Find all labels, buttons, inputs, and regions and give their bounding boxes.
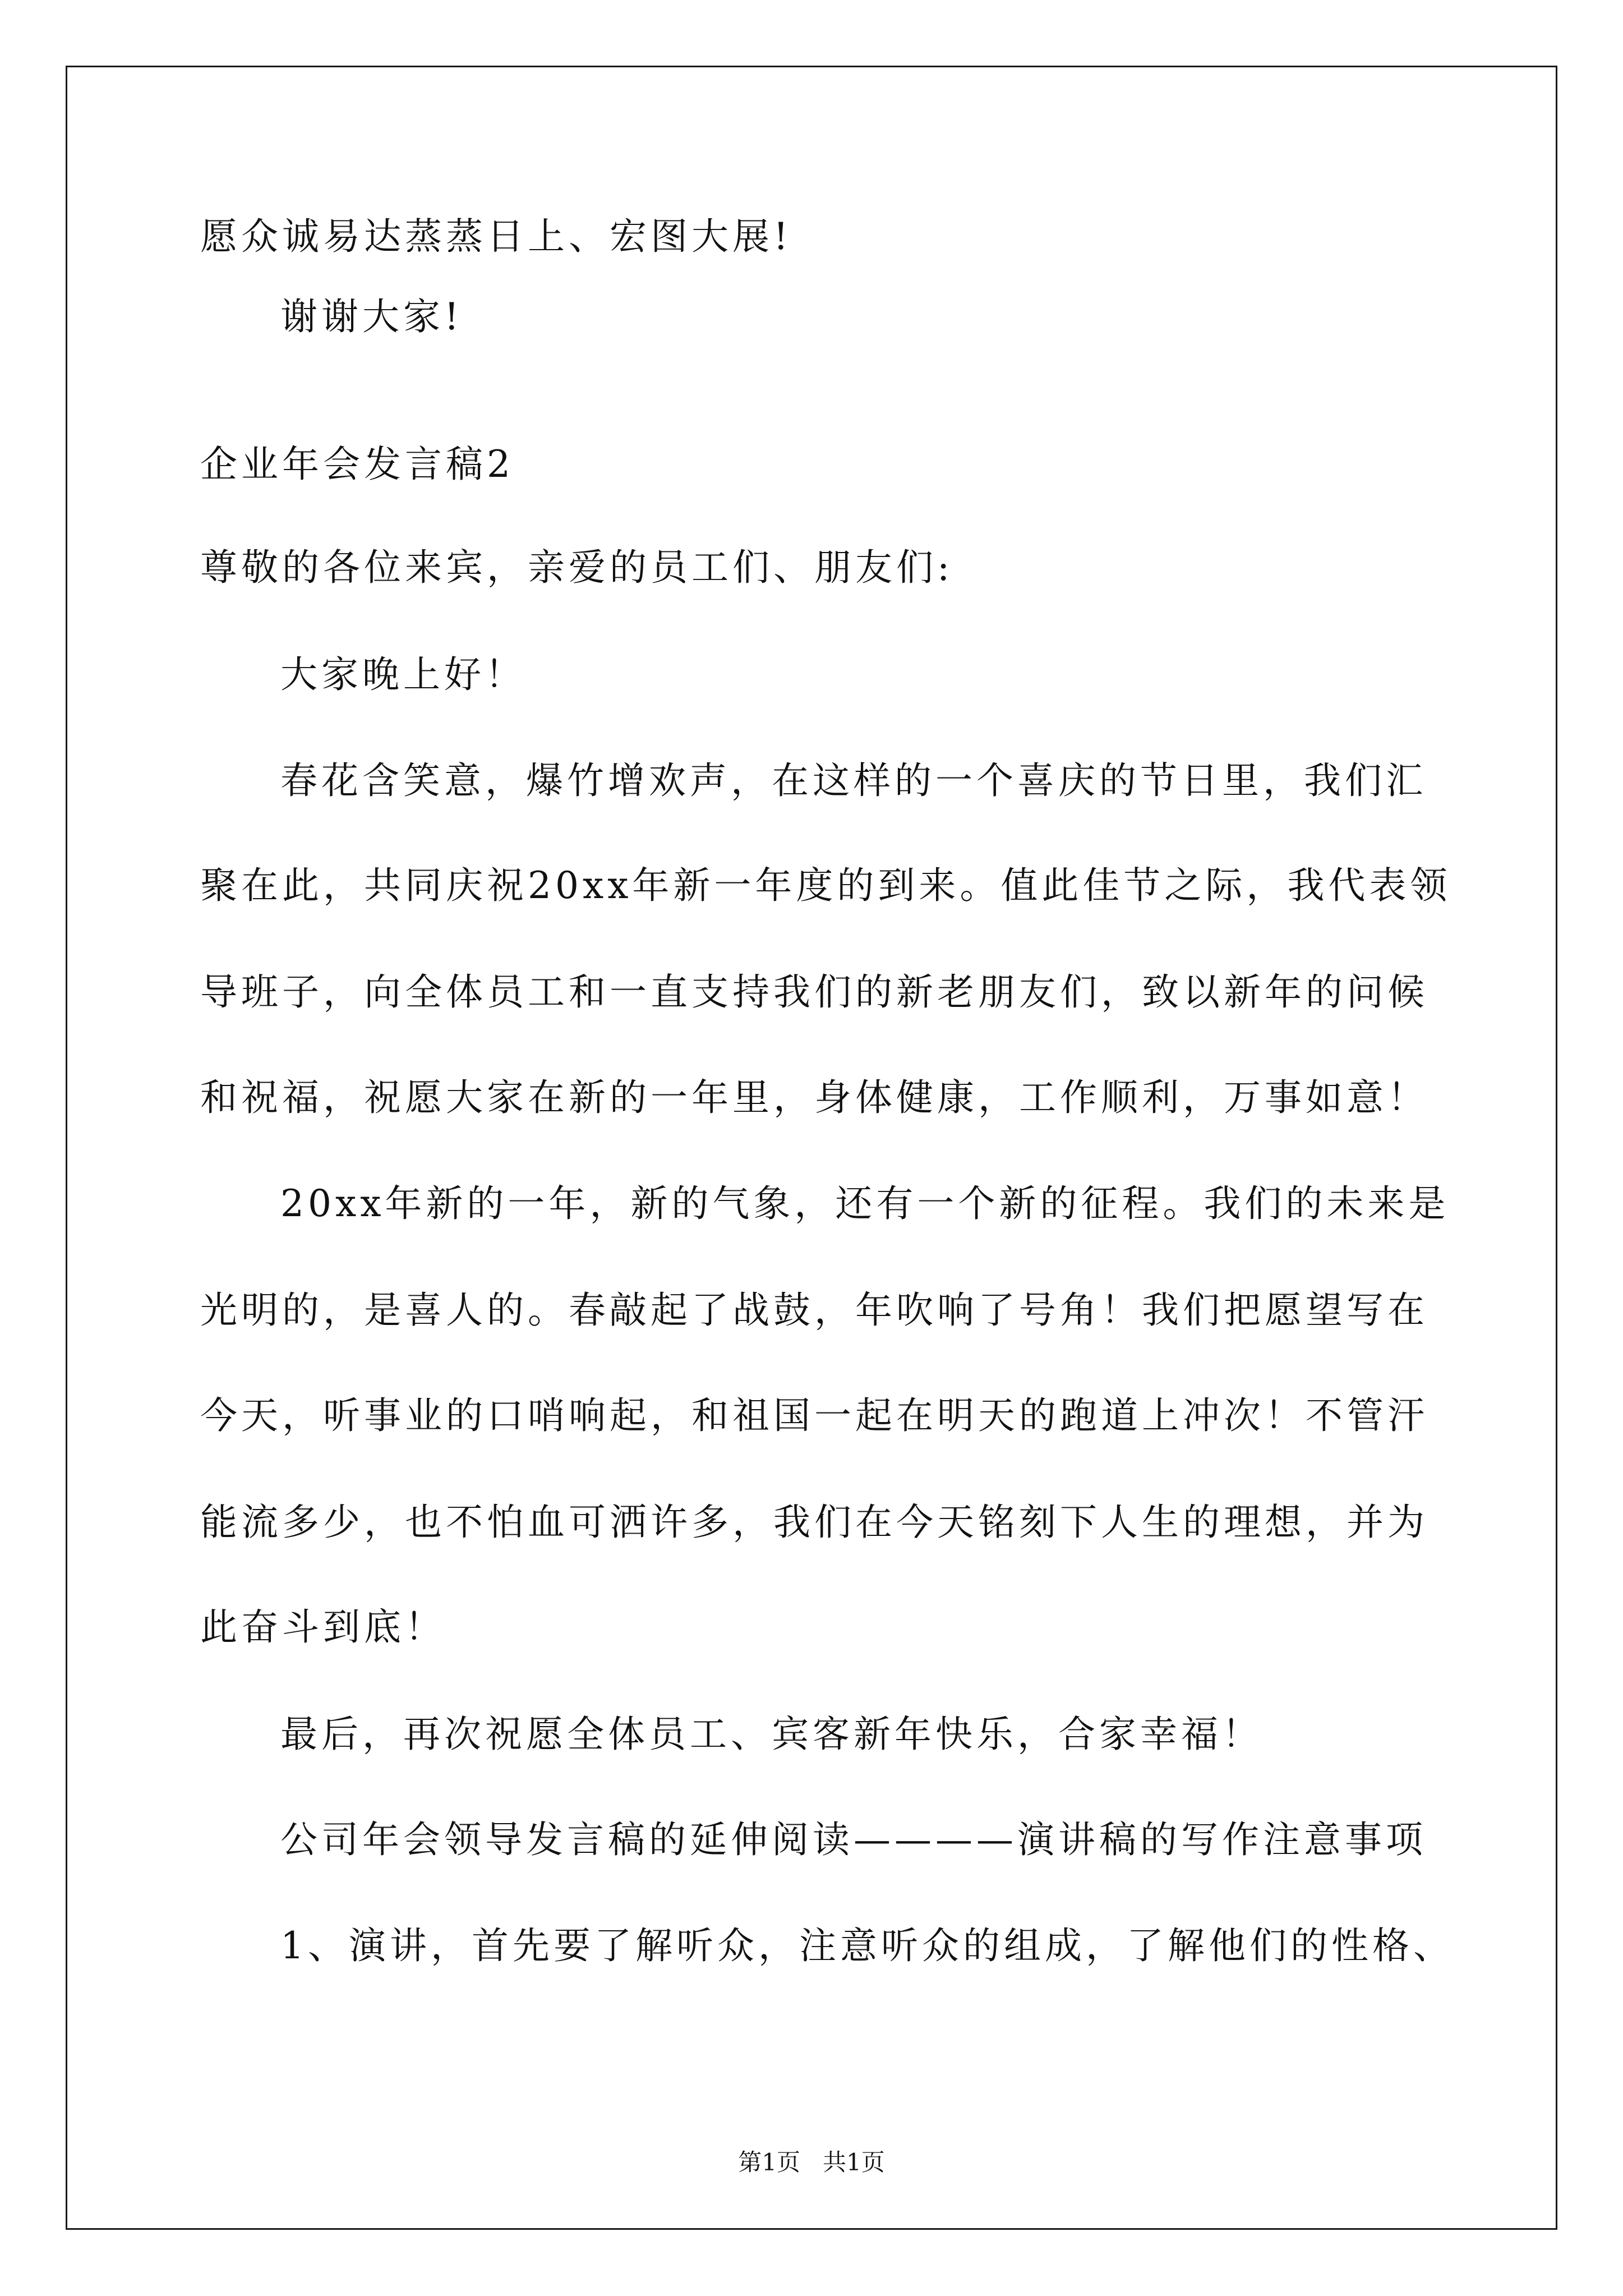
paragraph-line: 春花含笑意，爆竹增欢声，在这样的一个喜庆的节日里，我们汇 xyxy=(280,759,1427,802)
paragraph-line: 光明的，是喜人的。春敲起了战鼓，年吹响了号角！我们把愿望写在 xyxy=(200,1289,1428,1332)
paragraph-line: 导班子，向全体员工和一直支持我们的新老朋友们，致以新年的问候 xyxy=(200,970,1428,1014)
paragraph-line: 和祝福，祝愿大家在新的一年里，身体健康，工作顺利，万事如意！ xyxy=(200,1076,1428,1119)
salutation: 尊敬的各位来宾，亲爱的员工们、朋友们: xyxy=(200,546,954,589)
paragraph-line: 1、演讲，首先要了解听众，注意听众的组成，了解他们的性格、 xyxy=(280,1924,1454,1967)
paragraph-line: 聚在此，共同庆祝20xx年新一年度的到来。值此佳节之际，我代表领 xyxy=(200,864,1451,907)
paragraph-line: 此奋斗到底！ xyxy=(200,1605,446,1649)
paragraph-line: 能流多少，也不怕血可洒许多，我们在今天铭刻下人生的理想，并为 xyxy=(200,1501,1428,1544)
paragraph-line: 谢谢大家! xyxy=(280,295,463,338)
section-heading: 企业年会发言稿2 xyxy=(200,443,514,486)
page-border xyxy=(66,66,1557,2230)
paragraph-line: 20xx年新的一年，新的气象，还有一个新的征程。我们的未来是 xyxy=(280,1182,1450,1225)
paragraph-line: 愿众诚易达蒸蒸日上、宏图大展! xyxy=(200,215,792,258)
paragraph-line: 最后，再次祝愿全体员工、宾客新年快乐，合家幸福！ xyxy=(280,1713,1263,1756)
greeting: 大家晚上好！ xyxy=(280,653,526,696)
paragraph-line: 公司年会领导发言稿的延伸阅读————演讲稿的写作注意事项 xyxy=(280,1818,1427,1861)
paragraph-line: 今天，听事业的口哨响起，和祖国一起在明天的跑道上冲次！不管汗 xyxy=(200,1394,1428,1437)
page-number-footer: 第1页 共1页 xyxy=(738,2148,885,2176)
